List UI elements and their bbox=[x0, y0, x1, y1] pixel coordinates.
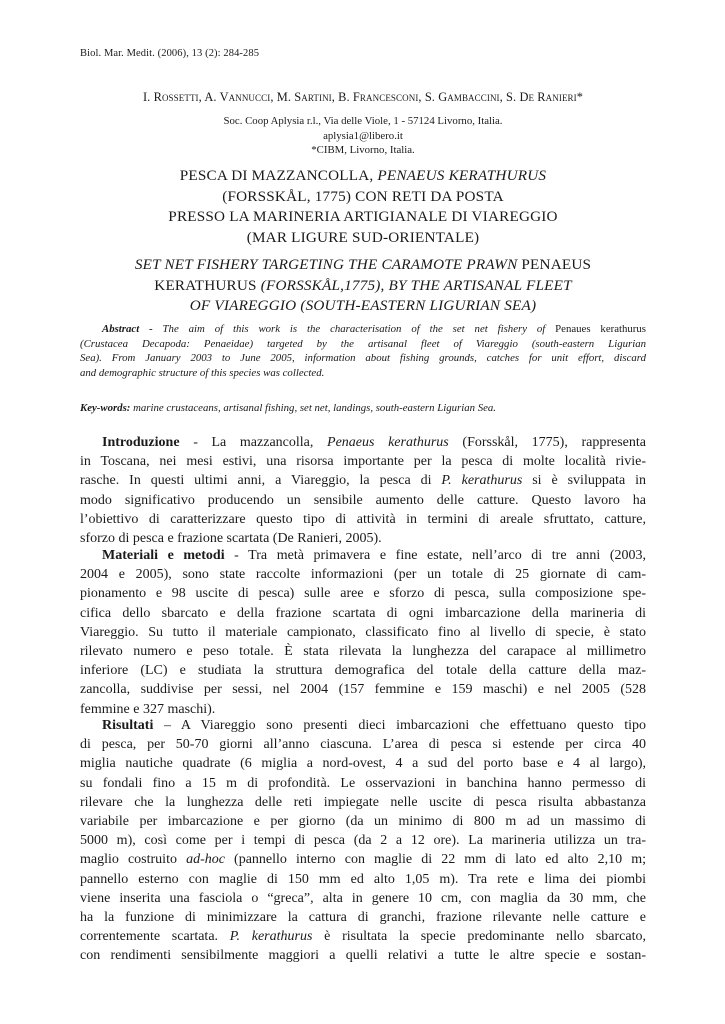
title-species: KERATHURUS bbox=[154, 276, 261, 294]
paragraph-line: cifica dello sbarcato e della frazione scartata di ogni imbarcazione della marineria di bbox=[80, 605, 646, 621]
title-species: PENAEUS bbox=[521, 256, 592, 273]
paragraph-line: Viareggio. Su tutto il materiale campionato, classificato fino al livello di specie, è stato bbox=[80, 624, 646, 640]
title-line: PRESSO LA MARINERIA ARTIGIANALE DI VIAREGGIO bbox=[168, 208, 558, 225]
title-text: (FORSSKÅL,1775), BY THE ARTISANAL FLEET bbox=[260, 276, 572, 294]
italic-term: ad-hoc bbox=[186, 852, 225, 868]
journal-reference: Biol. Mar. Medit. (2006), 13 (2): 284-285 bbox=[80, 48, 260, 59]
paragraph-line bbox=[80, 850, 646, 869]
paragraph-line: sforzo di pesca e frazione scartata (De Ranieri, 2005). bbox=[80, 530, 382, 546]
paragraph-line: femmine e 327 maschi). bbox=[80, 701, 216, 717]
title-line bbox=[80, 166, 646, 187]
affiliation-line: Soc. Coop Aplysia r.l., Via delle Viole, 1 - 57124 Livorno, Italia. bbox=[223, 115, 503, 127]
title-line: (MAR LIGURE SUD-ORIENTALE) bbox=[246, 228, 480, 246]
text-run: è risultata la specie predominante nello sbarcato, bbox=[312, 929, 646, 945]
title-line: OF VIAREGGIO (SOUTH-EASTERN LIGURIAN SEA) bbox=[189, 297, 537, 314]
paragraph-line bbox=[80, 471, 646, 490]
text-run: rasche. In questi ultimi anni, a Viareggio, la pesca di bbox=[80, 473, 442, 489]
affiliation-line: *CIBM, Livorno, Italia. bbox=[311, 144, 415, 156]
title-line bbox=[80, 255, 646, 276]
abstract-text: The aim of this work is the characterisation of the set net fishery of bbox=[152, 323, 556, 335]
species-name: Penaeus kerathurus bbox=[327, 435, 449, 450]
paragraph-line: ha la funzione di minimizzare la cattura di granchi, frazione rilevante nelle catture e bbox=[80, 909, 646, 925]
paragraph-line: 5000 m), così come per i tempi di pesca (da 2 a 12 ore). La marineria utilizza un tra- bbox=[80, 833, 646, 849]
paragraph-line: miglia nautiche quadrate (6 miglia a nord-ovest, 4 a sud del porto base e 4 al largo), bbox=[80, 756, 646, 772]
title-text: SET NET FISHERY TARGETING THE CARAMOTE PRAWN bbox=[134, 256, 522, 273]
abstract bbox=[80, 322, 646, 380]
paragraph-line: pannello esterno con maglie di 150 mm ed alto 1,05 m). Tra rete e lima dei piombi bbox=[80, 871, 646, 887]
text-run: (Forsskål, 1775), rappresenta bbox=[448, 435, 646, 450]
text-run: maglio costruito bbox=[80, 852, 187, 868]
abstract-line: and demographic structure of this species was collected. bbox=[80, 366, 325, 379]
keywords-label: Key-words: bbox=[80, 402, 131, 414]
species-name: P. kerathurus bbox=[229, 929, 313, 945]
text-run: (pannello interno con maglie di 22 mm di lato ed alto 2,10 m; bbox=[224, 852, 646, 868]
paragraph-line: 2004 e 2005), sono state raccolte informazioni (per un totale di 25 giornate di cam- bbox=[80, 567, 646, 583]
abstract-label: Abstract - bbox=[102, 323, 153, 335]
paragraph-line: con rendimenti sensibilmente maggiori a quelli relativi a tutte le altre specie e sostan- bbox=[80, 948, 646, 964]
abstract-line: Sea). From January 2003 to June 2005, information about fishing grounds, catches for unit effort, discard bbox=[80, 352, 646, 364]
section-results bbox=[80, 716, 646, 965]
title-line: (FORSSKÅL, 1775) CON RETI DA POSTA bbox=[222, 187, 504, 205]
section-heading: Risultati bbox=[102, 718, 154, 733]
paragraph-line bbox=[80, 546, 646, 565]
text-run: – A Viareggio sono presenti dieci imbarcazioni che effettuano questo tipo bbox=[153, 718, 646, 733]
abstract-species: Penaues kerathurus bbox=[555, 323, 646, 335]
paragraph-line: variabile per imbarcazione e per giorno (da un minimo di 800 m ad un massimo di bbox=[80, 813, 646, 829]
paragraph-line: l’obiettivo di caratterizzare questo tipo di attività in termini di areale sfruttato, catture, bbox=[80, 511, 646, 527]
paragraph-line: rilevare che la lunghezza delle reti impiegate nelle uscite di pesca risulta abbastanza bbox=[80, 794, 646, 810]
title-species: PENAEUS KERATHURUS bbox=[377, 167, 547, 184]
abstract-line bbox=[80, 322, 646, 337]
text-run: si è sviluppata in bbox=[522, 473, 646, 489]
text-run: correntemente scartata. bbox=[80, 929, 230, 945]
paragraph-line bbox=[80, 927, 646, 946]
paragraph-line: viene inserita una fasciola o “greca”, alta in genere 10 cm, con maglia da 30 mm, che bbox=[80, 890, 646, 906]
paragraph-line: rilevato numero e peso totale. È stata rilevata la lunghezza del carapace al millimetro bbox=[80, 643, 646, 659]
section-heading: Introduzione bbox=[102, 435, 180, 450]
english-title bbox=[80, 255, 646, 317]
text-run: - Tra metà primavera e fine estate, nell’arco di tre anni (2003, bbox=[224, 548, 646, 563]
paragraph-line: modo significativo producendo un sensibile aumento delle catture. Questo lavoro ha bbox=[80, 492, 646, 508]
paragraph-line: in Toscana, nei mesi estivi, una risorsa importante per la pesca di molte località rivie- bbox=[80, 454, 646, 470]
keywords bbox=[80, 402, 646, 414]
italian-title bbox=[80, 166, 646, 248]
section-heading: Materiali e metodi bbox=[102, 548, 225, 563]
abstract-line: (Crustacea Decapoda: Penaeidae) targeted by the artisanal fleet of Viareggio (south-eastern Ligurian bbox=[80, 337, 646, 350]
species-name: P. kerathurus bbox=[441, 473, 523, 489]
section-methods bbox=[80, 546, 646, 719]
paragraph-line bbox=[80, 433, 646, 452]
author-list: I. Rossetti, A. Vannucci, M. Sartini, B. Francesconi, S. Gambaccini, S. De Ranieri* bbox=[142, 90, 584, 104]
paragraph-line: zancolla, suddivise per sessi, nel 2004 (157 femmine e 159 maschi) e nel 2005 (528 bbox=[80, 682, 646, 698]
affiliation-block bbox=[80, 114, 646, 158]
title-text: PESCA DI MAZZANCOLLA, bbox=[179, 167, 378, 184]
paragraph-line: di pesca, per 50-70 giorni all’anno ciascuna. L’area di pesca si estende per circa 40 bbox=[80, 737, 646, 753]
paragraph-line: su fondali fino a 15 m di profondità. Le osservazioni in banchina hanno permesso di bbox=[80, 775, 646, 791]
title-line bbox=[80, 276, 646, 297]
affiliation-email: aplysia1@libero.it bbox=[323, 129, 403, 142]
keywords-text: marine crustaceans, artisanal fishing, set net, landings, south-eastern Ligurian Sea. bbox=[130, 402, 496, 414]
paragraph-line: inferiore (LC) e studiata la struttura demografica del totale della catture della maz- bbox=[80, 663, 646, 679]
section-introduction bbox=[80, 433, 646, 548]
paragraph-line: pionamento e 98 uscite di pesca) sulle aree e sforzo di pesca, sulla composizione spe- bbox=[80, 586, 646, 602]
paragraph-line bbox=[80, 716, 646, 735]
text-run: - La mazzancolla, bbox=[179, 435, 328, 450]
